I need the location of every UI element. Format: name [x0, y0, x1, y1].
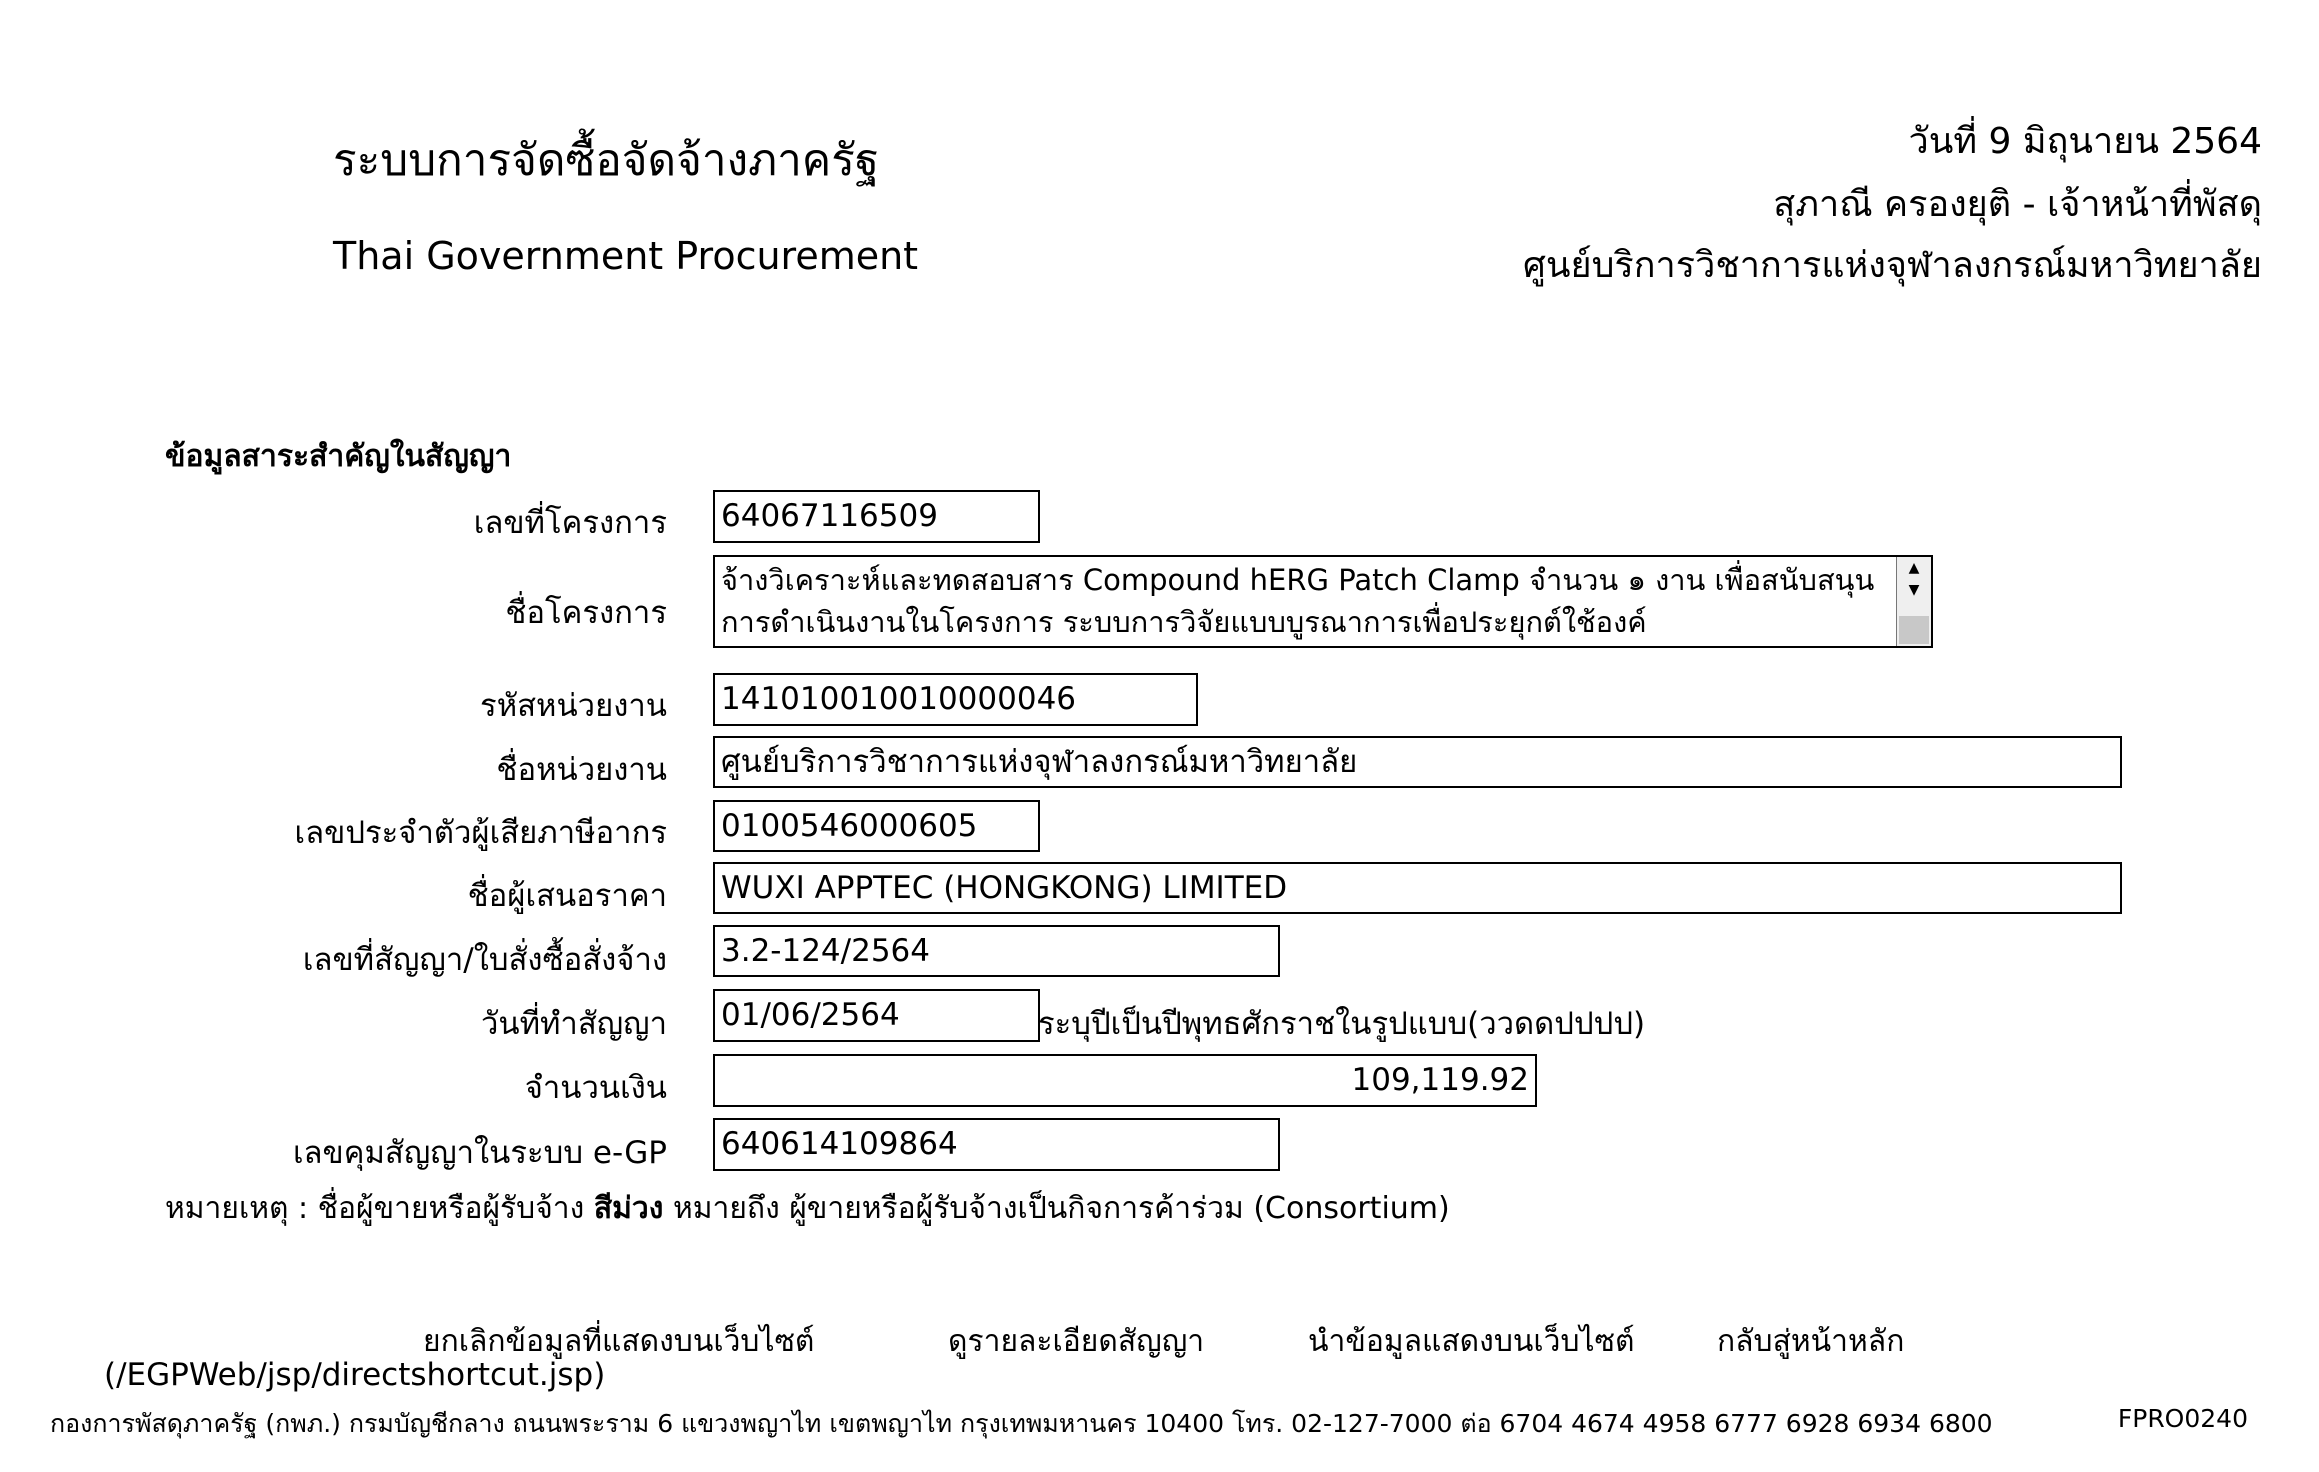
contract-date-field[interactable]: 01/06/2564 — [713, 989, 1040, 1042]
amount-label: จำนวนเงิน — [524, 1070, 667, 1106]
contract-date-label: วันที่ทำสัญญา — [480, 1006, 667, 1042]
footer-address: กองการพัสดุภาครัฐ (กพภ.) กรมบัญชีกลาง ถนนพระราม 6 แขวงพญาไท เขตพญาไท กรุงเทพมหานคร 10400 โทร. 02-127-7000 ต่อ 6704 4674 4958 6777 6928 6934 6800 — [50, 1409, 1993, 1438]
contract-date-hint: ระบุปีเป็นปีพุทธศักราชในรูปแบบ(ววดดปปปป) — [1038, 1006, 1646, 1042]
form-code: FPRO0240 — [2117, 1404, 2248, 1433]
publish-on-website-link[interactable]: นำข้อมูลแสดงบนเว็บไซต์ — [1308, 1324, 1635, 1359]
egp-control-no-label: เลขคุมสัญญาในระบบ e-GP — [292, 1135, 667, 1171]
agency-name-field[interactable]: ศูนย์บริการวิชาการแห่งจุฬาลงกรณ์มหาวิทยาลัย — [713, 736, 2122, 788]
bidder-name-field[interactable]: WUXI APPTEC (HONGKONG) LIMITED — [713, 862, 2122, 914]
project-name-scrollbar[interactable] — [1896, 557, 1931, 646]
header-user: สุภาณี ครองยุติ - เจ้าหน้าที่พัสดุ — [1773, 184, 2262, 225]
agency-name-label: ชื่อหน่วยงาน — [496, 752, 667, 788]
project-no-field[interactable]: 64067116509 — [713, 490, 1040, 543]
scroll-down-icon[interactable]: ▼ — [1908, 582, 1920, 598]
contract-no-field[interactable]: 3.2-124/2564 — [713, 925, 1280, 977]
agency-code-field[interactable]: 141010010010000046 — [713, 673, 1198, 726]
back-home-link[interactable]: กลับสู่หน้าหลัก — [1717, 1324, 1905, 1359]
header-date: วันที่ 9 มิถุนายน 2564 — [1908, 121, 2262, 162]
agency-code-label: รหัสหน่วยงาน — [480, 688, 667, 724]
section-title: ข้อมูลสาระสำคัญในสัญญา — [165, 439, 512, 474]
tax-id-label: เลขประจำตัวผู้เสียภาษีอากร — [294, 815, 667, 851]
consortium-note: หมายเหตุ : ชื่อผู้ขายหรือผู้รับจ้าง สีม่วง หมายถึง ผู้ขายหรือผู้รับจ้างเป็นกิจการค้าร่วม (Consortium) — [165, 1191, 1450, 1226]
note-highlight: สีม่วง — [593, 1191, 664, 1226]
system-title-english: Thai Government Procurement — [333, 234, 919, 278]
system-title-thai: ระบบการจัดซื้อจัดจ้างภาครัฐ — [333, 135, 880, 186]
scroll-up-icon[interactable]: ▲ — [1908, 560, 1920, 576]
scroll-thumb[interactable] — [1899, 616, 1929, 644]
cancel-display-link[interactable]: ยกเลิกข้อมูลที่แสดงบนเว็บไซต์ — [423, 1324, 815, 1359]
header-organization: ศูนย์บริการวิชาการแห่งจุฬาลงกรณ์มหาวิทยาลัย — [1523, 245, 2262, 286]
tax-id-field[interactable]: 0100546000605 — [713, 800, 1040, 852]
project-name-textarea[interactable] — [713, 555, 1933, 648]
page-url-text: (/EGPWeb/jsp/directshortcut.jsp) — [104, 1357, 606, 1393]
project-name-text: จ้างวิเคราะห์และทดสอบสาร Compound hERG Patch Clamp จำนวน ๑ งาน เพื่อสนับสนุนการดำเนินงานในโครงการ ระบบการวิจัยแบบบูรณาการเพื่อประยุกต์ใช้องค์ — [721, 563, 1875, 639]
amount-field[interactable]: 109,119.92 — [713, 1054, 1537, 1107]
contract-no-label: เลขที่สัญญา/ใบสั่งซื้อสั่งจ้าง — [302, 942, 667, 978]
view-contract-details-link[interactable]: ดูรายละเอียดสัญญา — [948, 1324, 1205, 1359]
egp-control-no-field[interactable]: 640614109864 — [713, 1118, 1280, 1171]
project-no-label: เลขที่โครงการ — [473, 505, 667, 541]
bidder-name-label: ชื่อผู้เสนอราคา — [467, 878, 667, 914]
project-name-label: ชื่อโครงการ — [505, 595, 667, 631]
